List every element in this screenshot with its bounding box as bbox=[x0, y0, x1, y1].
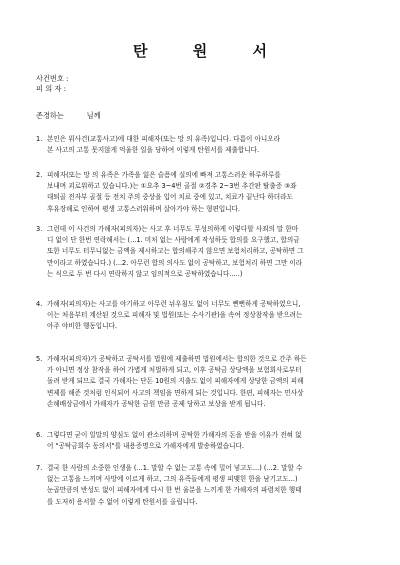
paragraph-line: 본인은 위사건(교통사고)에 대한 피해자(또는 망 의 유족)입니다. 다름이 아니오라 bbox=[47, 135, 280, 143]
case-number-label: 사건번호 : bbox=[36, 74, 69, 83]
paragraph-line: 없는 고통을 느끼며 사망에 이르게 하고, 그의 유족들에게 평생 피맺힌 한을 남기고도...) bbox=[47, 475, 298, 484]
paragraph-line: 를 도저히 용서할 수 없어 이렇게 탄원서를 올립니다. bbox=[47, 497, 198, 506]
paragraph-line: 돌려 받게 되므로 결국 가해자는 단돈 10원의 지출도 없이 피해자에게 상당한 금액의 피해 bbox=[47, 377, 304, 386]
salutation: 존경하는 님께 bbox=[36, 111, 101, 120]
paragraph-line: 이는 처음부터 계산된 것으로 피해자 및 법원(또는 수사기관)을 속여 정상참작을 받으려는 bbox=[47, 311, 303, 320]
paragraph-4 bbox=[36, 299, 370, 333]
paragraph-number: 3. bbox=[36, 225, 43, 233]
paragraph-line: 는 식으로 두 번 다시 연락하지 않고 임의적으로 공탁하였습니다.....) bbox=[47, 269, 243, 278]
paragraph-line: 그렇다면 굳이 일말의 양심도 없이 관소리하며 공탁한 가해자의 돈을 받을 이유가 전혀 없 bbox=[47, 431, 302, 439]
paragraph-line: 아주 야비한 행동입니다. bbox=[47, 322, 117, 331]
paragraph-line: 디 없이 단 한번 연락해서는 (...1. 미처 없는 사람에게 작성하듯 합의를 요구했고, 합의금 bbox=[47, 236, 300, 245]
paragraph-line: 대퇴골 전자부 골절 등 전치 주의 중상을 입어 치료 중에 있고, 치료가 끝난다 하더라도 bbox=[47, 193, 293, 202]
paragraph-line: 변제를 해준 것처럼 인식되어 사고의 책임을 면하게 되는 것입니다. 한편, 피해자는 민사상 bbox=[47, 388, 304, 397]
paragraph-line: 눈곱만큼의 반성도 없이 피해자에게 다시 한 번 울분을 느끼게 한 가해자의 파렴치한 행태 bbox=[47, 486, 302, 495]
paragraph-line: 가 아니면 정상 참작을 하여 가볍게 처벌하게 되고, 이후 공탁금 상당액을 보험회사로부터 bbox=[47, 366, 302, 375]
paragraph-line: 결국 한 사람의 소중한 인생을 (...1. 말할 수 없는 고통 속에 밀어 넣고도...) (...2. 말할 수 bbox=[47, 464, 303, 472]
paragraph-number: 6. bbox=[36, 431, 43, 439]
paragraph-line: 본 사고의 고통 못지않게 억울한 일을 당하여 이렇게 탄원서를 제출합니다. bbox=[47, 146, 260, 155]
paragraph-number: 1. bbox=[36, 135, 43, 143]
paragraph-line: 손해배상금에서 가해자가 공탁한 금원 만큼 공제 당하고 보상을 받게 됩니다. bbox=[47, 399, 266, 408]
paragraph-line: 보내며 괴로워하고 있습니다.)는 ①요추 3~4번 골절 ②경추 2~3번 추간판 탈출증 ③좌 bbox=[47, 182, 297, 191]
document-title: 탄 원 서 bbox=[133, 42, 287, 60]
paragraph-3 bbox=[36, 224, 370, 280]
paragraph-line: 후유장해로 인하여 평생 고통스러워하며 살아가야 하는 형편입니다. bbox=[47, 204, 241, 213]
paragraph-line: 또한 너무도 터무니없는 금액을 제시하고는 합의해주지 않으면 보험처리하고, 공탁하면 그 bbox=[47, 247, 304, 256]
defendant-label: 피 의 자 : bbox=[36, 84, 67, 93]
paragraph-7 bbox=[36, 463, 370, 508]
paragraph-line: 만이라고 하였습니다.) (...2. 아무런 합의 의사도 없이 공탁하고, 보험처리 하면 그만 이라 bbox=[47, 258, 303, 267]
paragraph-number: 5. bbox=[36, 355, 43, 363]
paragraph-5 bbox=[36, 354, 370, 410]
paragraph-line: 가해자(피의자)는 사고를 야기하고 아무런 뉘우침도 없이 너무도 뻔뻔하게 공탁하였으니, bbox=[47, 300, 301, 308]
paragraph-line: 어 "공탁금회수 동의서"를 내용증명으로 가해자에게 발송하였습니다. bbox=[47, 442, 244, 451]
paragraph-number: 7. bbox=[36, 464, 43, 472]
paragraph-2 bbox=[36, 170, 370, 215]
paragraph-line: 그런데 이 사건의 가해자(피의자)는 사고 후 너무도 무성의하게 이렇다할 사죄의 말 한마 bbox=[47, 225, 299, 233]
paragraph-line: 피해자(또는 망 의 유족은 가족을 잃은 슬픔에 실의에 빠져 고통스러운 하루하루를 bbox=[47, 171, 281, 179]
paragraph-6 bbox=[36, 430, 370, 452]
paragraph-1 bbox=[36, 134, 370, 156]
paragraph-line: 가해자(피의자)가 공탁하고 공탁서를 법원에 제출하면 법원에서는 합의한 것으로 간주 하든 bbox=[47, 355, 307, 363]
paragraph-number: 2. bbox=[36, 171, 43, 179]
paragraph-number: 4. bbox=[36, 300, 43, 308]
